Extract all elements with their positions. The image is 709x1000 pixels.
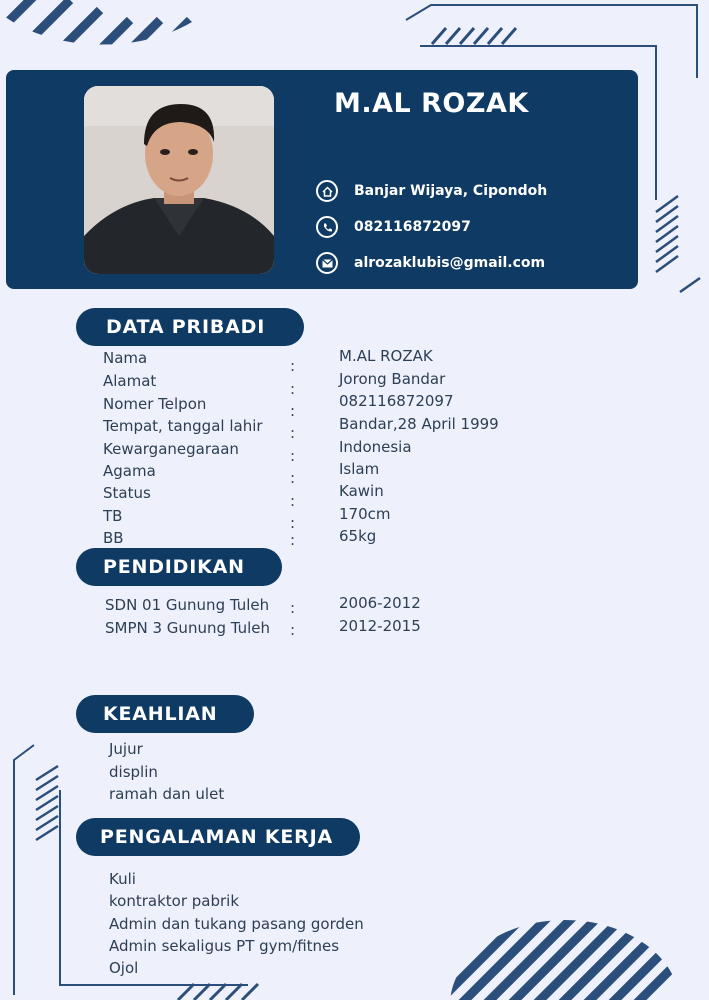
pribadi-label: BB <box>103 529 124 547</box>
contact-phone <box>316 215 471 239</box>
pendidikan-colon: : <box>290 599 296 617</box>
section-pendidikan-title: PENDIDIKAN <box>76 548 282 586</box>
keahlian-item: ramah dan ulet <box>109 785 225 803</box>
section-data-pribadi-title: DATA PRIBADI <box>76 308 304 346</box>
mail-icon <box>316 252 338 274</box>
profile-photo <box>84 86 274 274</box>
pribadi-label: Nama <box>103 349 148 367</box>
home-icon <box>316 180 338 202</box>
pribadi-label: TB <box>103 507 123 525</box>
contact-phone-text: 082116872097 <box>354 219 471 235</box>
section-pengalaman-title: PENGALAMAN KERJA <box>76 818 360 856</box>
pribadi-colon: : <box>290 357 296 375</box>
keahlian-item: Jujur <box>109 740 143 758</box>
pengalaman-item: Kuli <box>109 870 136 888</box>
profile-name: M.AL ROZAK <box>334 88 529 119</box>
pribadi-colon: : <box>290 531 296 549</box>
pribadi-value: 65kg <box>339 527 377 545</box>
pendidikan-value: 2006-2012 <box>339 594 421 612</box>
pribadi-value: Jorong Bandar <box>339 370 446 388</box>
pribadi-value: Indonesia <box>339 438 412 456</box>
pribadi-colon: : <box>290 402 296 420</box>
pribadi-value: M.AL ROZAK <box>339 347 433 365</box>
pribadi-colon: : <box>290 469 296 487</box>
pribadi-label: Alamat <box>103 372 157 390</box>
contact-address <box>316 179 547 203</box>
pribadi-value: 170cm <box>339 505 391 523</box>
section-keahlian-title: KEAHLIAN <box>76 695 254 733</box>
contact-address-text: Banjar Wijaya, Cipondoh <box>354 183 548 199</box>
pribadi-value: 082116872097 <box>339 392 454 410</box>
header-card <box>6 70 638 289</box>
pendidikan-value: 2012-2015 <box>339 617 421 635</box>
pengalaman-item: Admin dan tukang pasang gorden <box>109 915 364 933</box>
pribadi-value: Islam <box>339 460 380 478</box>
pengalaman-item: Admin sekaligus PT gym/fitnes <box>109 937 340 955</box>
pengalaman-item: Ojol <box>109 959 139 977</box>
pengalaman-item: kontraktor pabrik <box>109 892 240 910</box>
pribadi-value: Kawin <box>339 482 384 500</box>
contact-email-text: alrozaklubis@gmail.com <box>354 255 546 271</box>
pribadi-colon: : <box>290 380 296 398</box>
pribadi-colon: : <box>290 514 296 532</box>
phone-icon <box>316 216 338 238</box>
pendidikan-label: SDN 01 Gunung Tuleh <box>105 596 270 614</box>
pribadi-colon: : <box>290 492 296 510</box>
pendidikan-label: SMPN 3 Gunung Tuleh <box>105 619 271 637</box>
pribadi-label: Agama <box>103 462 156 480</box>
pribadi-colon: : <box>290 424 296 442</box>
pribadi-value: Bandar,28 April 1999 <box>339 415 499 433</box>
pribadi-label: Kewarganegaraan <box>103 440 239 458</box>
keahlian-item: displin <box>109 763 158 781</box>
pribadi-label: Status <box>103 484 151 502</box>
pribadi-label: Tempat, tanggal lahir <box>103 417 263 435</box>
contact-email <box>316 251 545 275</box>
pribadi-label: Nomer Telpon <box>103 395 207 413</box>
pribadi-colon: : <box>290 447 296 465</box>
pendidikan-colon: : <box>290 621 296 639</box>
